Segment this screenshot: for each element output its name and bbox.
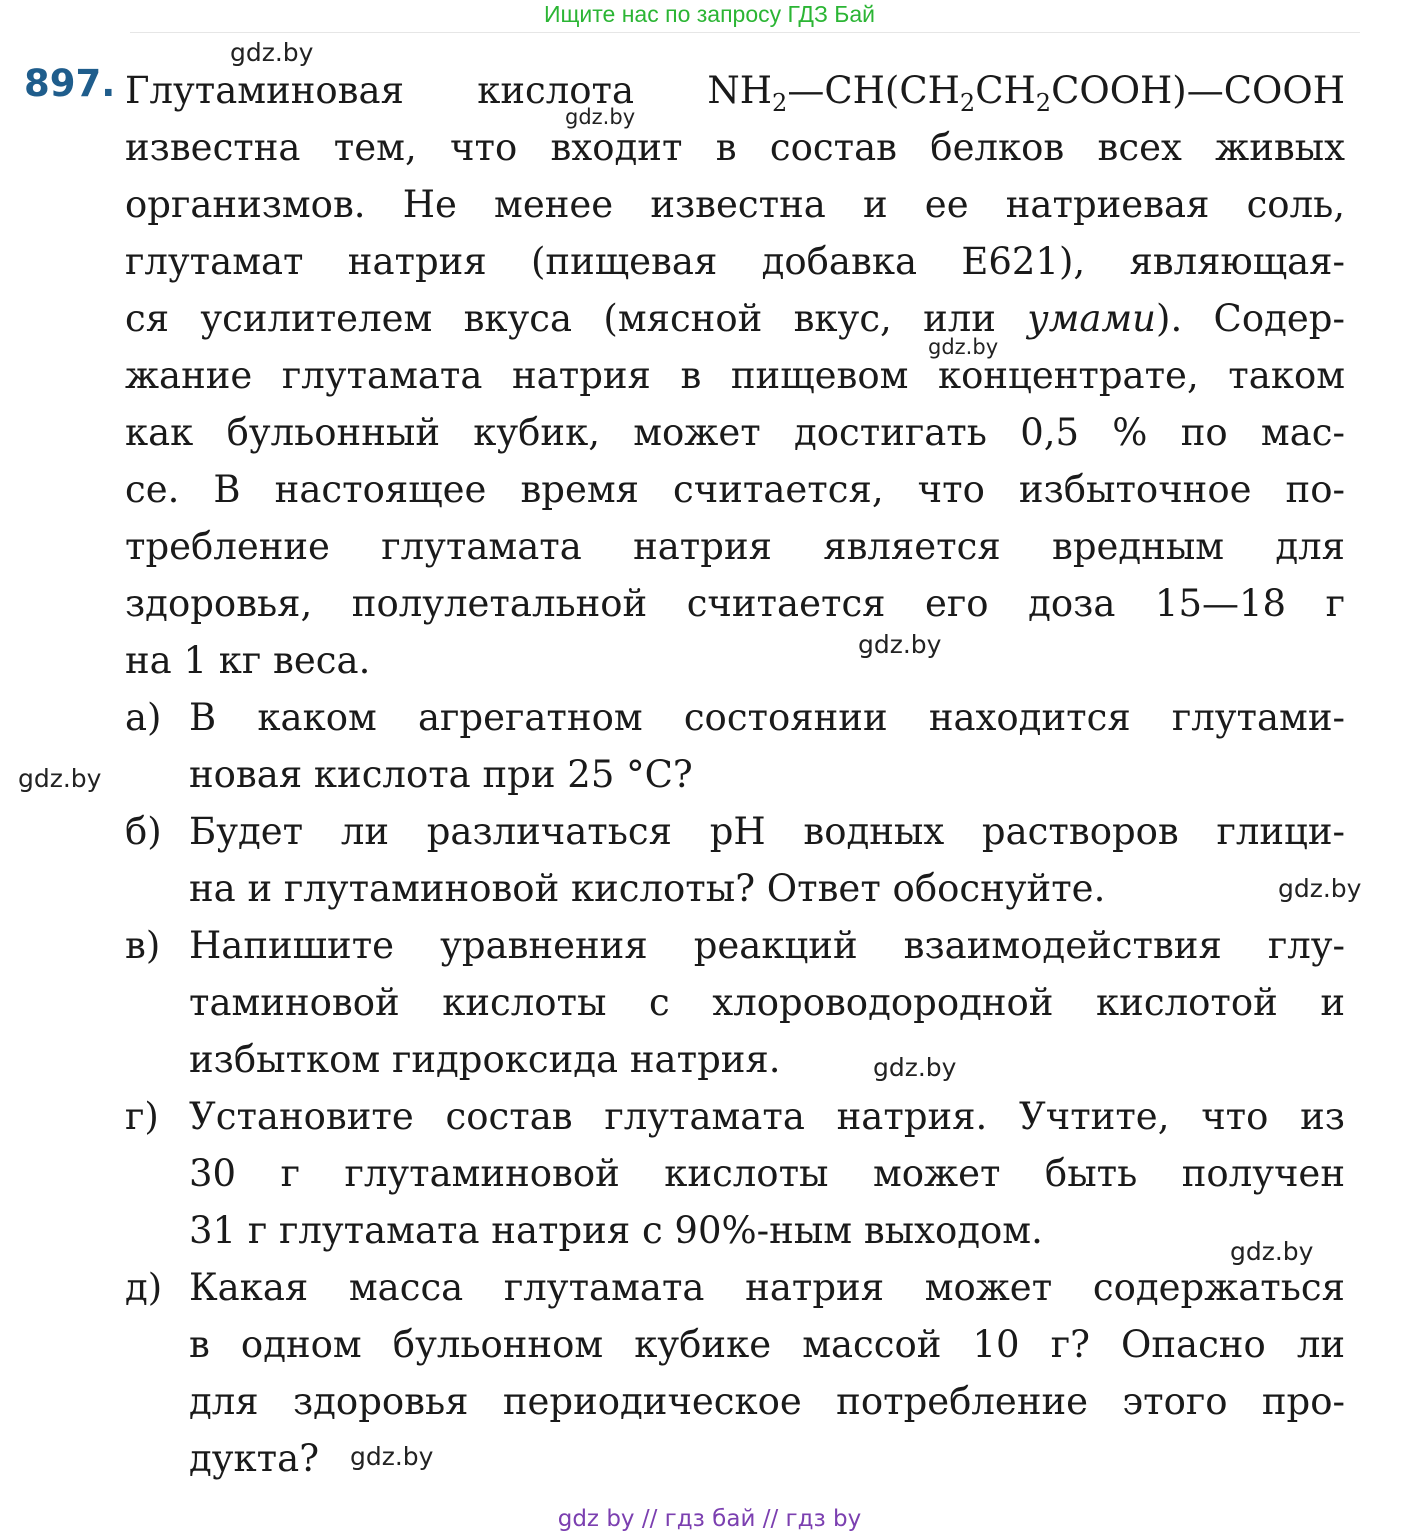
text-line: как бульонный кубик, может достигать 0,5 % по мас- — [125, 411, 1345, 454]
question-line: Будет ли различаться pH водных растворов глици- — [189, 810, 1345, 853]
text-line: жание глутамата натрия в пищевом концентрате, таком — [125, 354, 1345, 397]
watermark: gdz.by — [1230, 1237, 1314, 1266]
formula-prefix: Глутаминовая кислота NH — [125, 69, 773, 112]
question-label: д) — [125, 1266, 163, 1309]
question-line: таминовой кислоты с хлороводородной кислотой и — [189, 981, 1345, 1024]
text-line: требление глутамата натрия является вредным для — [125, 525, 1345, 568]
question-line: Напишите уравнения реакций взаимодействия глу- — [189, 924, 1345, 967]
footer-links: gdz by // гдз бай // гдз by — [557, 1506, 862, 1532]
watermark: gdz.by — [565, 105, 636, 129]
text-line: организмов. Не менее известна и ее натриевая соль, — [125, 183, 1345, 226]
question-label: б) — [125, 810, 162, 853]
italic-term: умами — [1027, 297, 1157, 340]
question-line: для здоровья периодическое потребление этого про- — [189, 1380, 1345, 1423]
question-label: а) — [125, 696, 162, 739]
formula-suffix: COOH)—COOH — [1051, 69, 1345, 112]
subscript: 2 — [1035, 89, 1052, 117]
text-line — [125, 290, 1345, 347]
question-line: 31 г глутамата натрия с 90%-ным выходом. — [189, 1209, 1043, 1252]
text-line: известна тем, что входит в состав белков всех живых — [125, 126, 1345, 169]
watermark: gdz.by — [858, 630, 942, 659]
question-line: новая кислота при 25 °С? — [189, 753, 693, 796]
question-label: г) — [125, 1095, 159, 1138]
text-fragment: ). Содер- — [1156, 297, 1345, 340]
question-line: на и глутаминовой кислоты? Ответ обоснуйте. — [189, 867, 1106, 910]
question-line: дукта? — [189, 1437, 320, 1480]
top-banner: Ищите нас по запросу ГДЗ Бай — [543, 1, 876, 27]
watermark: gdz.by — [350, 1442, 434, 1471]
question-line: Какая масса глутамата натрия может содержаться — [189, 1266, 1345, 1309]
watermark: gdz.by — [230, 38, 314, 67]
subscript: 2 — [959, 89, 976, 117]
text-line: здоровья, полулетальной считается его доза 15—18 г — [125, 582, 1345, 625]
watermark: gdz.by — [18, 764, 102, 793]
question-line: избытком гидроксида натрия. — [189, 1038, 781, 1081]
watermark: gdz.by — [928, 335, 999, 359]
text-line: се. В настоящее время считается, что избыточное по- — [125, 468, 1345, 511]
subscript: 2 — [772, 89, 788, 117]
question-line: 30 г глутаминовой кислоты может быть получен — [189, 1152, 1345, 1195]
watermark: gdz.by — [1278, 874, 1362, 903]
question-line: Установите состав глутамата натрия. Учтите, что из — [189, 1095, 1345, 1138]
problem-number: 897. — [24, 62, 116, 105]
formula-line — [125, 62, 1345, 119]
question-label: в) — [125, 924, 161, 967]
text-line: глутамат натрия (пищевая добавка Е621), являющая- — [125, 240, 1345, 283]
watermark: gdz.by — [873, 1053, 957, 1082]
text-fragment: ся усилителем вкуса (мясной вкус, или — [125, 297, 1028, 340]
question-line: в одном бульонном кубике массой 10 г? Опасно ли — [189, 1323, 1345, 1366]
formula-part: CH — [975, 69, 1036, 112]
formula-part: —CH(CH — [787, 69, 960, 112]
banner-divider — [130, 32, 1360, 33]
text-line: на 1 кг веса. — [125, 639, 371, 682]
question-line: В каком агрегатном состоянии находится глутами- — [189, 696, 1345, 739]
